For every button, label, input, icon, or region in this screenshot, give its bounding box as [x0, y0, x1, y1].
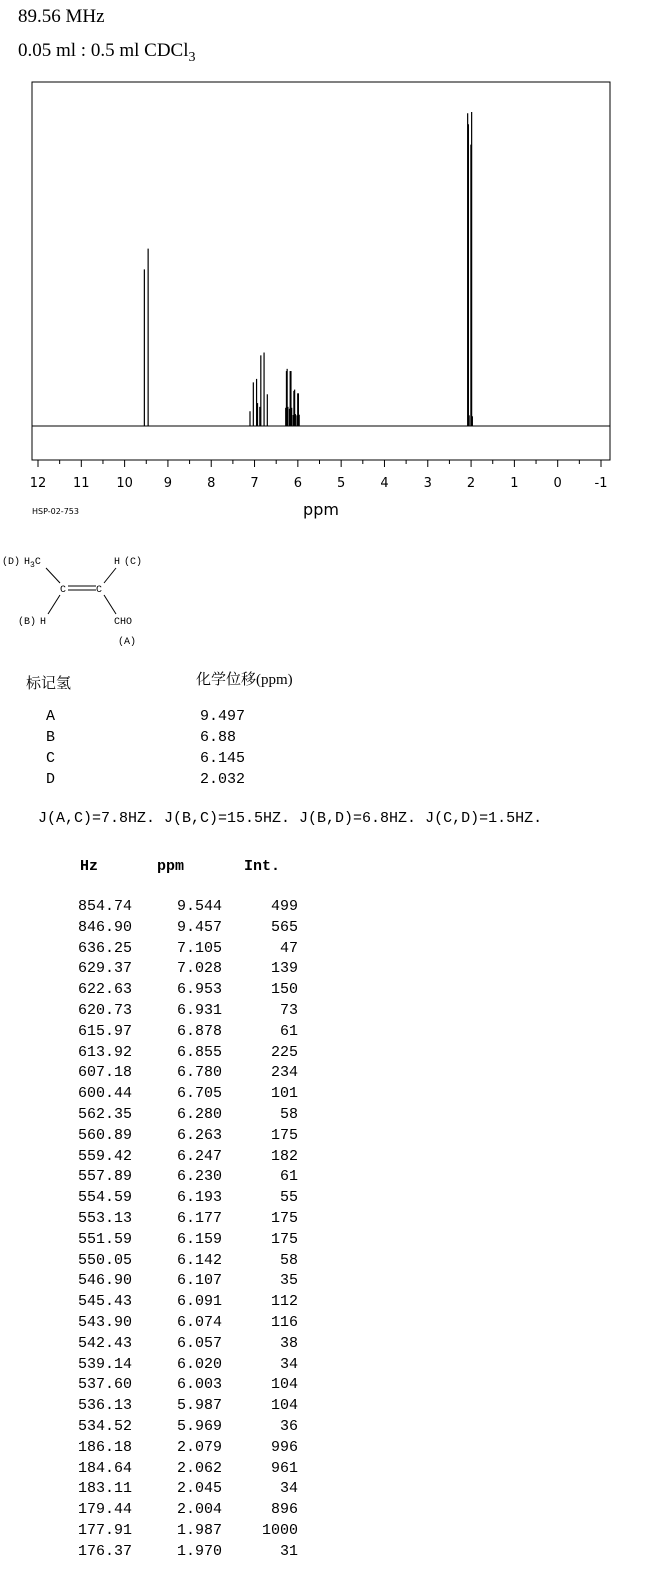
- peak-table-row: [0, 1313, 320, 1334]
- peak-table-row: [0, 1438, 320, 1459]
- peak-int: 101: [270, 1085, 298, 1103]
- methyl-c: C: [34, 557, 41, 568]
- peak-table-row: [0, 897, 320, 918]
- molecule-structure: [0, 548, 200, 648]
- x-axis-label: ppm: [303, 500, 339, 519]
- coupling-constants: J(A,C)=7.8HZ. J(B,C)=15.5HZ. J(B,D)=6.8HZ. J(C,D)=1.5HZ.: [38, 810, 543, 827]
- peak-ppm: 2.079: [176, 1438, 222, 1456]
- peak-ppm: 2.045: [176, 1480, 222, 1498]
- peak-int: 499: [270, 898, 298, 915]
- peak-table-row: [0, 1521, 320, 1542]
- peak-table-row: [0, 959, 320, 980]
- peak-table-row: [0, 1500, 320, 1521]
- peak-hz: 545.43: [77, 1293, 132, 1311]
- assignment-label: A: [46, 708, 56, 725]
- peak-ppm: 6.057: [176, 1334, 222, 1352]
- peak-table-row: [0, 1396, 320, 1417]
- peak-hz: 854.74: [77, 898, 132, 915]
- peak-hz: 537.60: [77, 1376, 132, 1394]
- x-tick-label: 10: [116, 476, 133, 491]
- peak-table-row: [0, 1542, 320, 1563]
- peak-int: 47: [279, 939, 298, 957]
- peak-table-row: [0, 1063, 320, 1084]
- x-tick-label: 7: [250, 476, 259, 491]
- nmr-spectrum-chart: [0, 0, 652, 530]
- peak-ppm: 6.931: [176, 1002, 222, 1019]
- peak-hz: 554.59: [77, 1189, 132, 1207]
- peak-ppm: 5.969: [176, 1418, 222, 1435]
- peak-hz: 179.44: [77, 1501, 132, 1519]
- peak-ppm: 6.855: [176, 1043, 222, 1061]
- peak-int: 234: [270, 1064, 298, 1082]
- peak-ppm: 6.230: [176, 1168, 222, 1186]
- peak-int: 73: [279, 1002, 298, 1019]
- peak-ppm: 6.142: [176, 1251, 222, 1269]
- peak-int: 150: [270, 981, 298, 999]
- bond-hb: [48, 595, 60, 614]
- peak-table-row: [0, 1147, 320, 1168]
- peak-ppm: 6.247: [176, 1147, 222, 1165]
- x-tick-label: 12: [29, 476, 47, 491]
- assignment-shift: 2.032: [200, 771, 246, 788]
- x-tick-label: -1: [594, 476, 608, 491]
- peak-hz: 536.13: [77, 1397, 132, 1415]
- label-d: (D): [2, 557, 21, 568]
- peak-table-row: [0, 1188, 320, 1209]
- peak-ppm: 6.159: [176, 1230, 222, 1248]
- assignment-shift: 6.145: [200, 750, 246, 767]
- bond-hc: [104, 568, 116, 583]
- peak-int: 225: [270, 1043, 298, 1061]
- peak-hz: 539.14: [77, 1355, 132, 1373]
- peak-table-row: [0, 1271, 320, 1292]
- peak-ppm: 6.280: [176, 1106, 222, 1123]
- peak-int: 175: [270, 1230, 298, 1248]
- peak-table-row: [0, 1479, 320, 1500]
- peak-hz: 551.59: [77, 1230, 132, 1248]
- peak-int: 58: [279, 1251, 298, 1269]
- peak-hz: 560.89: [77, 1126, 132, 1144]
- label-c: (C): [124, 557, 143, 568]
- peak-table-row: [0, 939, 320, 960]
- peak-int: 139: [270, 960, 298, 978]
- peak-ppm: 2.004: [176, 1501, 222, 1519]
- carbon-left: C: [60, 585, 67, 596]
- bond-methyl: [46, 568, 60, 583]
- spectrum-code: HSP-02-753: [32, 507, 79, 516]
- assignment-label: D: [46, 771, 56, 788]
- peak-int: 38: [279, 1334, 298, 1352]
- peak-int: 104: [270, 1397, 298, 1415]
- methyl-subscript: 3: [30, 561, 35, 570]
- peak-table-row: [0, 980, 320, 1001]
- peak-int: 34: [279, 1480, 298, 1498]
- peak-ppm: 9.457: [176, 918, 222, 936]
- peak-ppm: 6.193: [176, 1189, 222, 1207]
- hydrogen-c: H: [114, 557, 121, 568]
- peak-hz: 543.90: [77, 1314, 132, 1331]
- peak-ppm: 6.107: [176, 1272, 222, 1290]
- peak-int: 34: [279, 1355, 298, 1373]
- peak-table-row: [0, 1251, 320, 1272]
- x-tick-label: 1: [510, 476, 519, 491]
- peak-ppm: 6.003: [176, 1376, 222, 1394]
- solvent-subscript: 3: [188, 49, 196, 65]
- bond-cho: [104, 595, 116, 614]
- peak-hz: 186.18: [77, 1438, 132, 1456]
- carbon-right: C: [96, 585, 103, 596]
- peak-ppm: 9.544: [176, 898, 222, 915]
- peak-int: 58: [279, 1106, 298, 1123]
- peak-hz: 553.13: [77, 1210, 132, 1227]
- peak-hz: 534.52: [77, 1418, 132, 1435]
- peak-ppm: 7.105: [176, 939, 222, 957]
- peak-int: 61: [279, 1168, 298, 1186]
- peak-int: 112: [270, 1293, 298, 1311]
- peak-hz: 550.05: [77, 1251, 132, 1269]
- peak-table-row: [0, 1334, 320, 1355]
- peak-int: 565: [270, 918, 298, 936]
- peak-table-row: [0, 1001, 320, 1022]
- peak-table-row: [0, 1417, 320, 1438]
- shift-column-header: 化学位移(ppm): [196, 672, 293, 688]
- assignment-shift: 6.88: [200, 729, 237, 746]
- peak-ppm: 6.705: [176, 1085, 222, 1103]
- solvent-text: 0.05 ml : 0.5 ml CDCl: [18, 40, 189, 61]
- x-tick-label: 5: [337, 476, 346, 491]
- plot-frame: [32, 82, 610, 460]
- peak-ppm: 6.020: [176, 1355, 222, 1373]
- assignment-shift: 9.497: [200, 708, 246, 725]
- peak-ppm: 6.091: [176, 1293, 222, 1311]
- peak-hz: 629.37: [77, 960, 132, 978]
- peak-table-row: [0, 918, 320, 939]
- peak-int: 182: [270, 1147, 298, 1165]
- label-column-header: 标记氢: [26, 676, 72, 692]
- x-tick-label: 11: [73, 476, 90, 491]
- peak-int: 961: [270, 1459, 298, 1477]
- peak-table-row: [0, 1022, 320, 1043]
- peak-hz: 562.35: [77, 1106, 132, 1123]
- peak-table-row: [0, 1043, 320, 1064]
- assignment-label: B: [46, 729, 56, 746]
- peak-hz: 183.11: [77, 1480, 132, 1498]
- peak-hz: 620.73: [77, 1002, 132, 1019]
- peak-table-row: [0, 1230, 320, 1251]
- peak-ppm: 6.878: [176, 1022, 222, 1040]
- peak-int: 175: [270, 1210, 298, 1227]
- label-b: (B): [18, 617, 37, 628]
- peak-table-row: [0, 1209, 320, 1230]
- peak-ppm: 2.062: [176, 1459, 222, 1477]
- peak-int: 35: [279, 1272, 298, 1290]
- methyl-h: H: [24, 557, 31, 568]
- hydrogen-b: H: [40, 617, 47, 628]
- peak-ppm: 6.780: [176, 1064, 222, 1082]
- assignment-label: C: [46, 750, 56, 767]
- x-tick-label: 6: [293, 476, 302, 491]
- peak-ppm: 5.987: [176, 1397, 222, 1415]
- peak-ppm: 6.074: [176, 1314, 222, 1331]
- peak-table-row: [0, 1459, 320, 1480]
- peak-ppm: 6.953: [176, 981, 222, 999]
- peak-table-row: [0, 1084, 320, 1105]
- peak-int: 36: [279, 1418, 298, 1435]
- methyl-group: [24, 557, 41, 570]
- peak-hz: 557.89: [77, 1168, 132, 1186]
- peak-int: 104: [270, 1376, 298, 1394]
- peak-ppm: 7.028: [176, 960, 222, 978]
- peak-table-row: [0, 1167, 320, 1188]
- x-axis-ticks: [30, 460, 608, 491]
- peak-hz: 184.64: [77, 1459, 132, 1477]
- peak-hz: 600.44: [77, 1085, 132, 1103]
- peak-hz: 542.43: [77, 1334, 132, 1352]
- x-tick-label: 4: [380, 476, 389, 491]
- peak-table-row: [0, 1126, 320, 1147]
- spectrometer-frequency: 89.56 MHz: [18, 6, 105, 27]
- peak-hz: 559.42: [77, 1147, 132, 1165]
- peak-int: 896: [270, 1501, 298, 1519]
- aldehyde-group: CHO: [114, 617, 133, 628]
- peak-int: 31: [279, 1542, 298, 1560]
- peak-hz: 176.37: [77, 1542, 132, 1560]
- peak-ppm: 6.263: [176, 1126, 222, 1144]
- peak-table-row: [0, 1292, 320, 1313]
- peak-int: 996: [270, 1438, 298, 1456]
- peak-ppm: 1.970: [176, 1542, 222, 1560]
- peak-int: 175: [270, 1126, 298, 1144]
- peak-int: 1000: [261, 1522, 298, 1539]
- peak-ppm: 1.987: [176, 1522, 222, 1539]
- peak-int: 61: [279, 1022, 298, 1040]
- label-a: (A): [118, 637, 137, 648]
- peak-table-row: [0, 1105, 320, 1126]
- peak-ppm: 6.177: [176, 1210, 222, 1227]
- x-tick-label: 9: [163, 476, 173, 491]
- peak-int: 55: [279, 1189, 298, 1207]
- peak-table-row: [0, 1355, 320, 1376]
- hz-column-header: Hz: [80, 858, 99, 875]
- peak-int: 116: [270, 1314, 298, 1331]
- int-column-header: Int.: [244, 858, 281, 875]
- peak-hz: 615.97: [77, 1022, 132, 1040]
- peak-hz: 622.63: [77, 981, 132, 999]
- peak-hz: 177.91: [77, 1522, 132, 1539]
- peak-hz: 607.18: [77, 1064, 132, 1082]
- peak-hz: 636.25: [77, 939, 132, 957]
- x-tick-label: 3: [423, 476, 432, 491]
- peak-hz: 846.90: [77, 918, 132, 936]
- peak-hz: 546.90: [77, 1272, 132, 1290]
- x-tick-label: 2: [466, 476, 476, 491]
- peak-hz: 613.92: [77, 1043, 132, 1061]
- x-tick-label: 8: [207, 476, 216, 491]
- ppm-column-header: ppm: [157, 858, 185, 875]
- peak-lines: [144, 112, 472, 426]
- x-tick-label: 0: [553, 476, 562, 491]
- peak-table-row: [0, 1375, 320, 1396]
